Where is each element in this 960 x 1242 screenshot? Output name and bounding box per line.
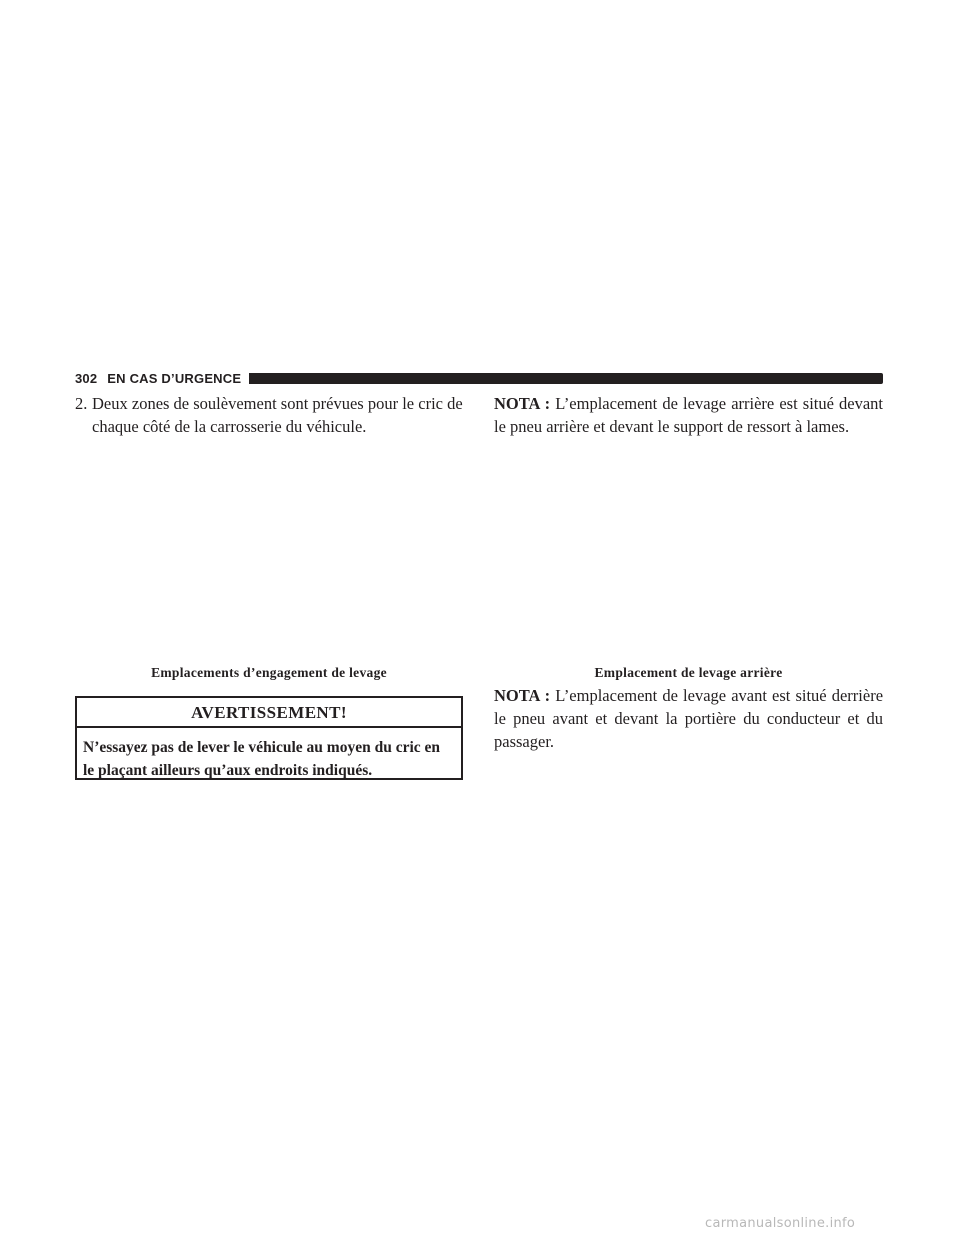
warning-title: AVERTISSEMENT! (77, 698, 461, 728)
warning-box (75, 696, 463, 780)
figure-rear-jack-location (494, 450, 883, 660)
note-label: NOTA : (494, 686, 551, 705)
note-front-lift (494, 684, 883, 753)
note-text: L’emplacement de levage arrière est situé devant le pneu arrière et devant le support de ressort à lames. (494, 394, 884, 436)
figure-caption-right: Emplacement de levage arrière (594, 665, 783, 680)
step-item (75, 392, 463, 438)
note-label: NOTA : (494, 394, 551, 413)
watermark: carmanualsonline.info (705, 1216, 856, 1231)
figure-jack-locations (75, 450, 463, 660)
note-text: L’emplacement de levage avant est situé derrière le pneu avant et devant la portière du conducteur et du passager. (494, 686, 884, 751)
right-column-lower (494, 684, 883, 753)
warning-text: N’essayez pas de lever le véhicule au moyen du cric en le plaçant ailleurs qu’aux endroits indiqués. (83, 739, 441, 779)
page-number: 302 (75, 370, 98, 386)
note-rear-lift (494, 392, 883, 438)
header-rule (249, 373, 883, 384)
right-column (494, 392, 883, 438)
page-header (75, 370, 883, 386)
left-column (75, 392, 463, 438)
step-number: 2. (75, 394, 88, 413)
section-title: EN CAS D’URGENCE (107, 370, 242, 386)
step-text: Deux zones de soulèvement sont prévues pour le cric de chaque côté de la carrosserie du véhicule. (92, 394, 463, 436)
figure-caption-left: Emplacements d’engagement de levage (151, 665, 387, 680)
